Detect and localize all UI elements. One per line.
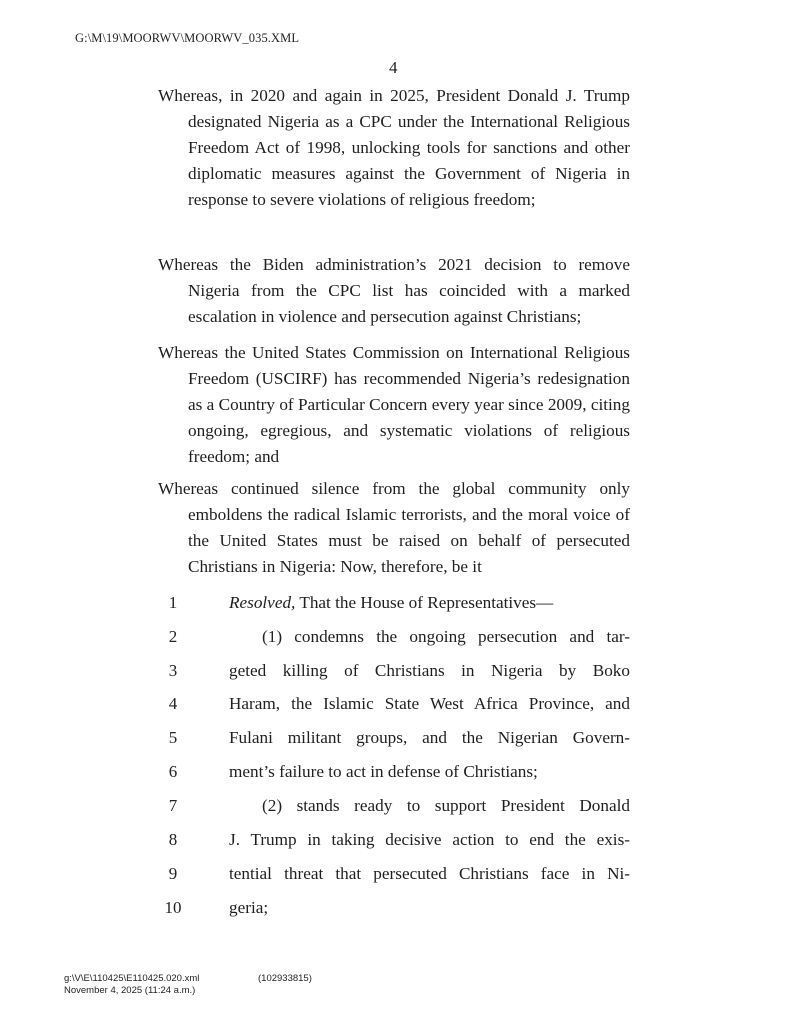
line-text: tential threat that persecuted Christians face in Ni-	[229, 864, 630, 883]
numbered-line	[0, 898, 789, 928]
numbered-line	[0, 627, 789, 657]
whereas-clause: Whereas continued silence from the global community only emboldens the radical Islamic terrorists, and the moral voice of the United States must be raised on behalf of persecuted Christians in Nigeria: Now, therefore, be it	[158, 479, 630, 576]
page-number: 4	[389, 58, 398, 77]
line-number: 2	[168, 627, 178, 646]
whereas-clause: Whereas the United States Commission on International Religious Freedom (USCIRF) has recommended Nigeria’s redesignation as a Country of Particular Concern every year since 2009, citing ongoing, egregious, and systematic violations of religious freedom; and	[158, 343, 630, 466]
line-text: geria;	[229, 898, 269, 917]
footer-timestamp: November 4, 2025 (11:24 a.m.)	[64, 985, 196, 996]
line-number: 10	[164, 898, 182, 917]
line-number: 1	[168, 593, 178, 612]
line-text: ment’s failure to act in defense of Christians;	[229, 762, 538, 781]
line-text: (1) condemns the ongoing persecution and tar-	[262, 627, 630, 646]
footer-file-path: g:\V\E\110425\E110425.020.xml	[64, 973, 200, 984]
whereas-clause: Whereas the Biden administration’s 2021 decision to remove Nigeria from the CPC list has coincided with a marked escalation in violence and persecution against Christians;	[158, 255, 630, 326]
numbered-line	[0, 796, 789, 826]
line-number: 6	[168, 762, 178, 781]
resolved-text: That the House of Representatives—	[295, 593, 554, 612]
line-number: 9	[168, 864, 178, 883]
line-text: geted killing of Christians in Nigeria by Boko	[229, 661, 630, 680]
numbered-line	[0, 762, 789, 792]
numbered-line	[0, 864, 789, 894]
whereas-clause: Whereas, in 2020 and again in 2025, President Donald J. Trump designated Nigeria as a CPC under the International Religious Freedom Act of 1998, unlocking tools for sanctions and other diplomatic measures against the Government of Nigeria in response to severe violations of religious freedom;	[158, 86, 630, 209]
line-number: 4	[168, 694, 178, 713]
line-number: 8	[168, 830, 178, 849]
line-text: Haram, the Islamic State West Africa Province, and	[229, 694, 630, 713]
numbered-line	[0, 661, 789, 691]
numbered-line	[0, 830, 789, 860]
numbered-line	[0, 694, 789, 724]
numbered-line	[0, 728, 789, 758]
line-text	[229, 593, 630, 613]
numbered-line	[0, 593, 789, 623]
line-number: 3	[168, 661, 178, 680]
line-text: J. Trump in taking decisive action to end the exis-	[229, 830, 630, 849]
footer-doc-id: (102933815)	[258, 973, 312, 984]
line-text: (2) stands ready to support President Donald	[262, 796, 630, 815]
line-text: Fulani militant groups, and the Nigerian Govern-	[229, 728, 630, 747]
resolved-label: Resolved,	[229, 593, 296, 612]
header-file-path: G:\M\19\MOORWV\MOORWV_035.XML	[75, 31, 300, 45]
line-number: 5	[168, 728, 178, 747]
line-number: 7	[168, 796, 178, 815]
